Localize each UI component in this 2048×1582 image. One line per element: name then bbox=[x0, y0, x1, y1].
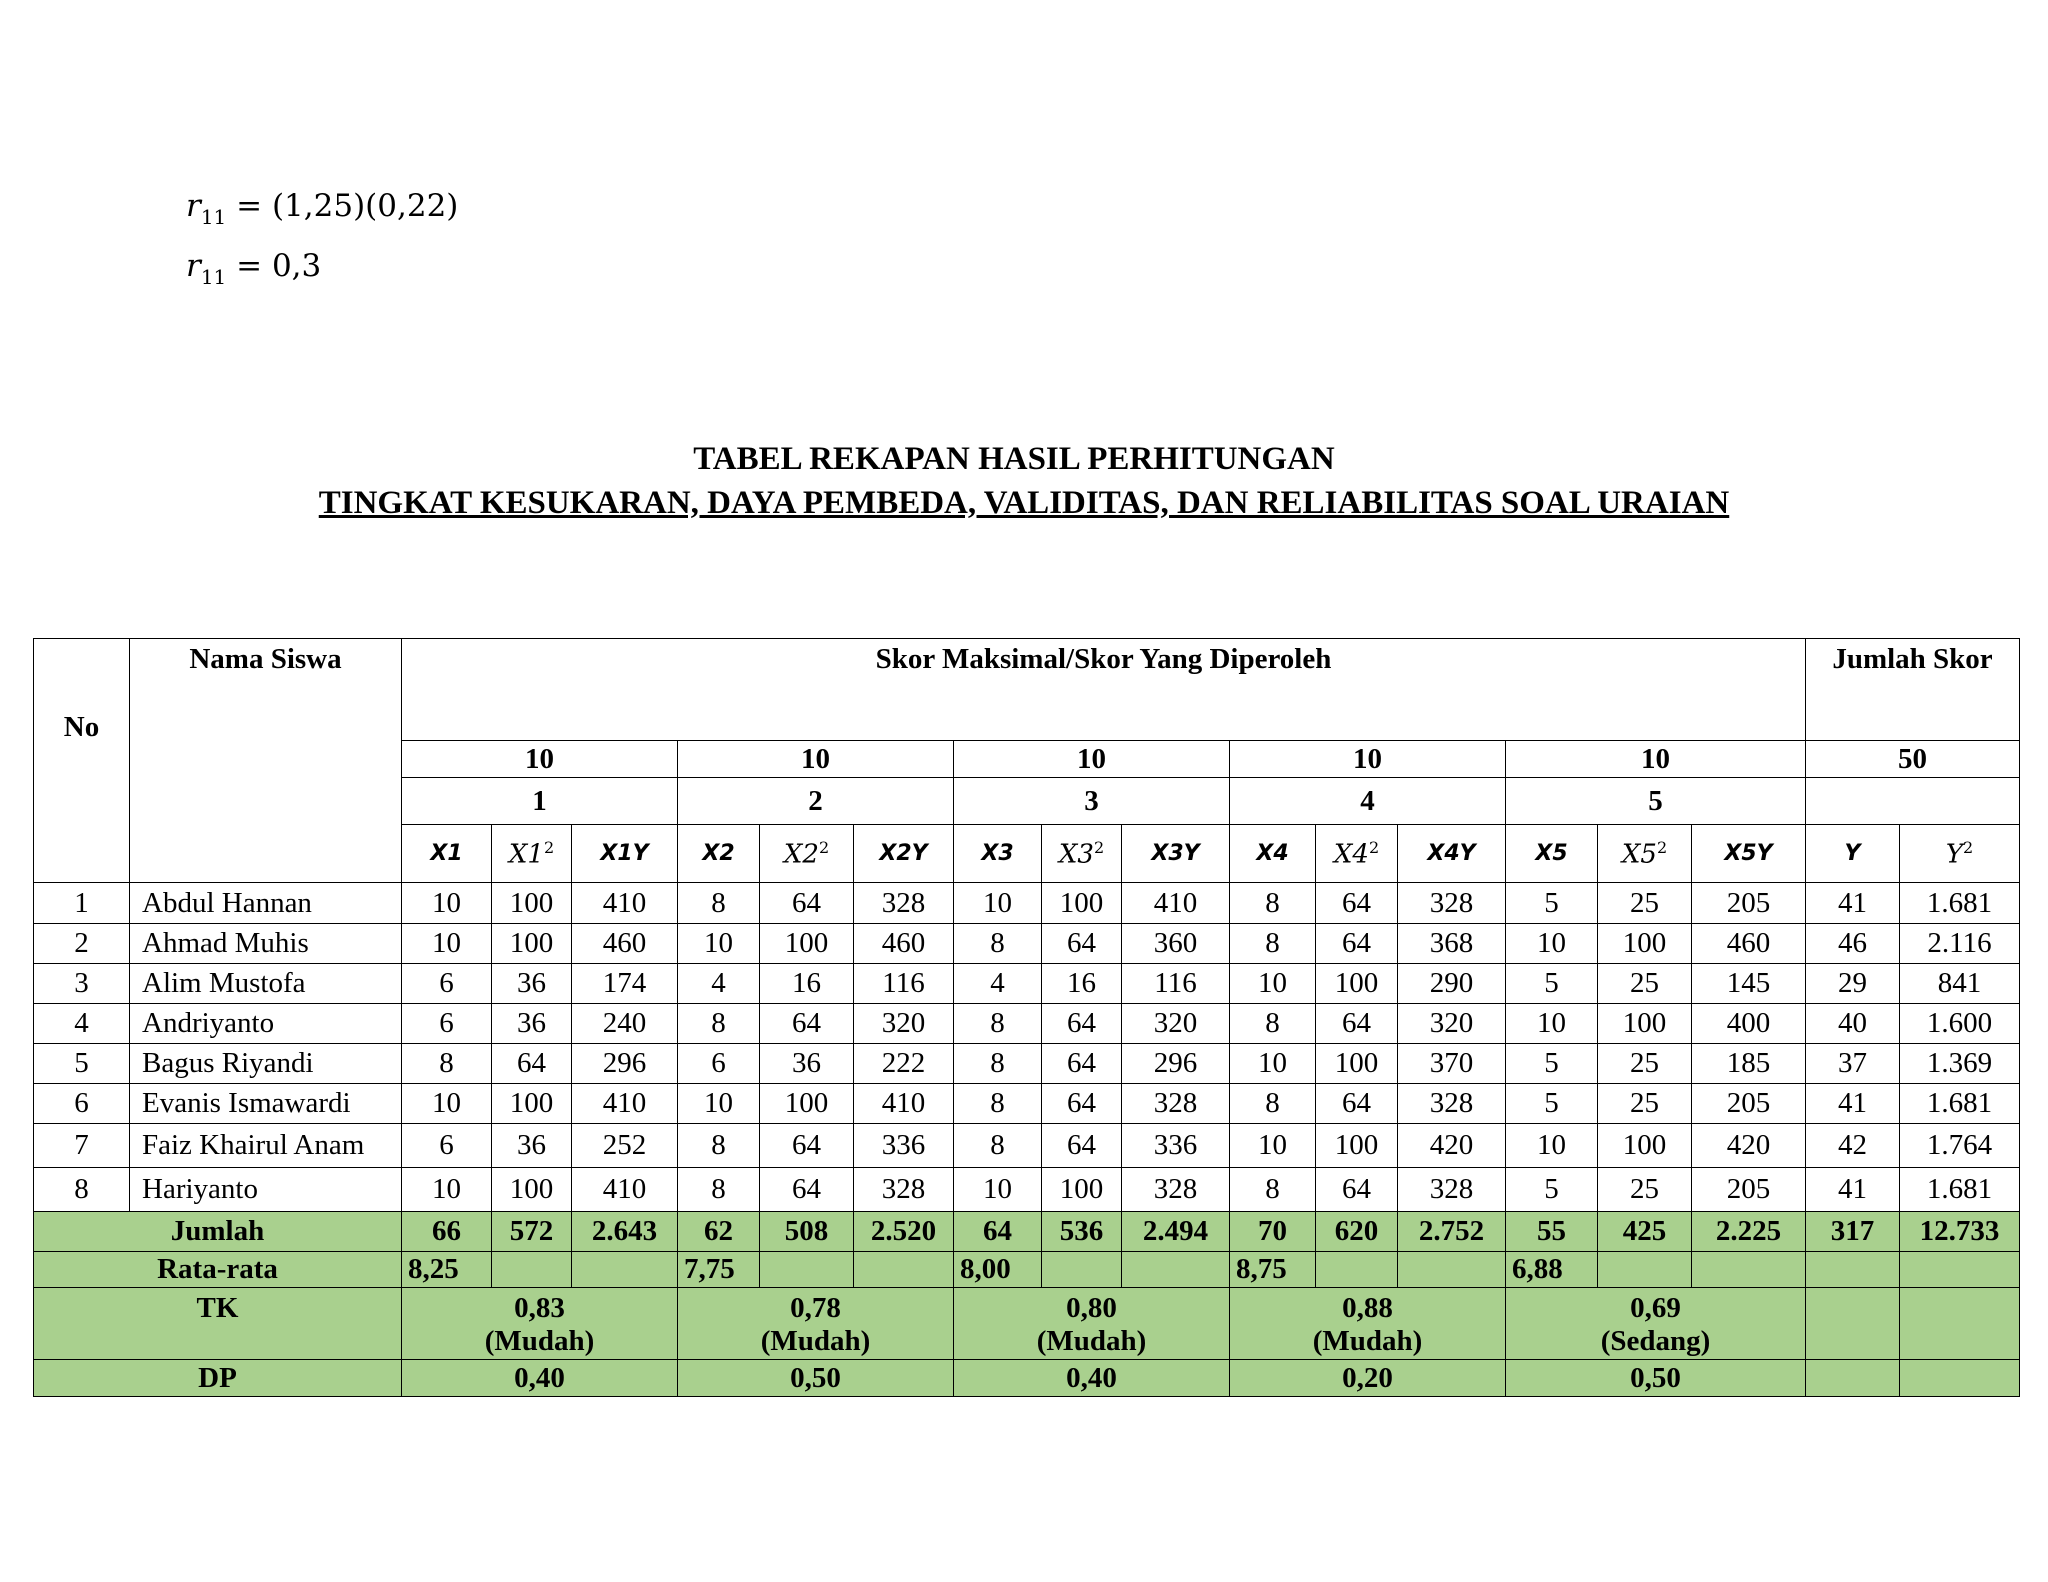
var-x1y: X1Y bbox=[572, 825, 678, 883]
tk-value: 0,83 bbox=[514, 1292, 565, 1324]
score-cell: 5 bbox=[1506, 1084, 1598, 1124]
item-number-5: 5 bbox=[1506, 778, 1806, 825]
score-cell: 8 bbox=[678, 1168, 760, 1212]
empty-cell bbox=[1806, 1288, 1900, 1360]
jumlah-row bbox=[34, 1212, 2020, 1252]
score-cell: 10 bbox=[1230, 1044, 1316, 1084]
table-row bbox=[34, 1044, 2020, 1084]
score-cell: 174 bbox=[572, 964, 678, 1004]
var-x5: X5 bbox=[1506, 825, 1598, 883]
score-cell: 410 bbox=[572, 883, 678, 924]
score-cell: 36 bbox=[492, 1124, 572, 1168]
formula-r11-product: $r_{11} = (1,25)(0,22)$ bbox=[186, 188, 459, 229]
score-cell: 8 bbox=[954, 1044, 1042, 1084]
score-cell: 328 bbox=[1398, 1084, 1506, 1124]
score-cell: 410 bbox=[572, 1084, 678, 1124]
score-cell: 296 bbox=[572, 1044, 678, 1084]
score-cell: 25 bbox=[1598, 964, 1692, 1004]
score-cell: 410 bbox=[572, 1168, 678, 1212]
score-cell: 1.600 bbox=[1900, 1004, 2020, 1044]
score-cell: 10 bbox=[678, 924, 760, 964]
score-cell: 400 bbox=[1692, 1004, 1806, 1044]
score-cell: 205 bbox=[1692, 1168, 1806, 1212]
score-cell: 64 bbox=[1042, 1124, 1122, 1168]
var-x4: X4 bbox=[1230, 825, 1316, 883]
score-cell: 360 bbox=[1122, 924, 1230, 964]
jumlah-cell: 66 bbox=[402, 1212, 492, 1252]
score-cell: 8 bbox=[678, 1004, 760, 1044]
tk-category: (Sedang) bbox=[1600, 1325, 1711, 1357]
rata-rata-cell: 8,00 bbox=[954, 1252, 1042, 1288]
score-cell: 64 bbox=[1316, 1004, 1398, 1044]
jumlah-cell: 2.643 bbox=[572, 1212, 678, 1252]
row-number: 2 bbox=[34, 924, 130, 964]
score-cell: 16 bbox=[1042, 964, 1122, 1004]
score-cell: 64 bbox=[1042, 1004, 1122, 1044]
tk-category: (Mudah) bbox=[1312, 1325, 1423, 1357]
var-x4y: X4Y bbox=[1398, 825, 1506, 883]
score-cell: 252 bbox=[572, 1124, 678, 1168]
score-cell: 100 bbox=[760, 1084, 854, 1124]
var-x4-squared: $X4^2$ bbox=[1316, 825, 1398, 883]
empty-cell bbox=[1900, 1360, 2020, 1397]
score-cell: 205 bbox=[1692, 883, 1806, 924]
empty-cell bbox=[1316, 1252, 1398, 1288]
score-cell: 185 bbox=[1692, 1044, 1806, 1084]
score-cell: 64 bbox=[1316, 883, 1398, 924]
jumlah-cell: 536 bbox=[1042, 1212, 1122, 1252]
score-cell: 4 bbox=[954, 964, 1042, 1004]
var-y: Y bbox=[1806, 825, 1900, 883]
tk-value: 0,88 bbox=[1342, 1292, 1393, 1324]
score-cell: 8 bbox=[1230, 883, 1316, 924]
score-cell: 328 bbox=[1122, 1084, 1230, 1124]
score-cell: 1.681 bbox=[1900, 1168, 2020, 1212]
jumlah-cell: 12.733 bbox=[1900, 1212, 2020, 1252]
dp-cell: 0,20 bbox=[1230, 1360, 1506, 1397]
score-cell: 5 bbox=[1506, 1168, 1598, 1212]
item-number-2: 2 bbox=[678, 778, 954, 825]
score-cell: 5 bbox=[1506, 883, 1598, 924]
score-cell: 100 bbox=[1598, 924, 1692, 964]
tk-cell bbox=[1230, 1288, 1506, 1360]
score-cell: 368 bbox=[1398, 924, 1506, 964]
var-x3: X3 bbox=[954, 825, 1042, 883]
empty-cell bbox=[1806, 1252, 1900, 1288]
score-cell: 8 bbox=[1230, 1004, 1316, 1044]
score-cell: 100 bbox=[492, 924, 572, 964]
score-cell: 10 bbox=[1230, 964, 1316, 1004]
score-cell: 116 bbox=[854, 964, 954, 1004]
score-cell: 8 bbox=[954, 1124, 1042, 1168]
table-row bbox=[34, 1168, 2020, 1212]
score-cell: 10 bbox=[402, 1168, 492, 1212]
max-score-4: 10 bbox=[1230, 741, 1506, 778]
score-cell: 6 bbox=[402, 1004, 492, 1044]
item-number-3: 3 bbox=[954, 778, 1230, 825]
score-cell: 116 bbox=[1122, 964, 1230, 1004]
jumlah-cell: 55 bbox=[1506, 1212, 1598, 1252]
tk-category: (Mudah) bbox=[1036, 1325, 1147, 1357]
score-cell: 328 bbox=[854, 1168, 954, 1212]
score-cell: 25 bbox=[1598, 883, 1692, 924]
score-cell: 64 bbox=[1316, 924, 1398, 964]
rata-rata-row bbox=[34, 1252, 2020, 1288]
jumlah-cell: 425 bbox=[1598, 1212, 1692, 1252]
score-cell: 100 bbox=[1042, 883, 1122, 924]
score-cell: 205 bbox=[1692, 1084, 1806, 1124]
score-cell: 10 bbox=[954, 1168, 1042, 1212]
max-score-2: 10 bbox=[678, 741, 954, 778]
score-cell: 6 bbox=[402, 1124, 492, 1168]
score-cell: 8 bbox=[402, 1044, 492, 1084]
var-x3y: X3Y bbox=[1122, 825, 1230, 883]
score-cell: 1.681 bbox=[1900, 883, 2020, 924]
score-cell: 41 bbox=[1806, 883, 1900, 924]
header-row-1 bbox=[34, 639, 2020, 741]
table-subtitle: TINGKAT KESUKARAN, DAYA PEMBEDA, VALIDITAS, DAN RELIABILITAS SOAL URAIAN bbox=[318, 485, 1730, 521]
score-cell: 320 bbox=[1398, 1004, 1506, 1044]
student-name: Faiz Khairul Anam bbox=[130, 1124, 402, 1168]
score-cell: 8 bbox=[678, 1124, 760, 1168]
empty-cell bbox=[1398, 1252, 1506, 1288]
score-cell: 5 bbox=[1506, 964, 1598, 1004]
student-name: Alim Mustofa bbox=[130, 964, 402, 1004]
var-x1: X1 bbox=[402, 825, 492, 883]
tk-row bbox=[34, 1288, 2020, 1360]
score-cell: 100 bbox=[492, 1168, 572, 1212]
score-cell: 100 bbox=[1598, 1004, 1692, 1044]
tk-cell bbox=[954, 1288, 1230, 1360]
empty-cell bbox=[1042, 1252, 1122, 1288]
empty-cell bbox=[1900, 1252, 2020, 1288]
jumlah-cell: 2.520 bbox=[854, 1212, 954, 1252]
var-x5y: X5Y bbox=[1692, 825, 1806, 883]
score-cell: 8 bbox=[954, 1004, 1042, 1044]
score-cell: 460 bbox=[572, 924, 678, 964]
max-score-5: 10 bbox=[1506, 741, 1806, 778]
score-cell: 10 bbox=[1506, 924, 1598, 964]
table-row bbox=[34, 1004, 2020, 1044]
var-x5-squared: $X5^2$ bbox=[1598, 825, 1692, 883]
jumlah-cell: 64 bbox=[954, 1212, 1042, 1252]
score-cell: 222 bbox=[854, 1044, 954, 1084]
tk-cell bbox=[402, 1288, 678, 1360]
score-cell: 10 bbox=[678, 1084, 760, 1124]
item-number-empty bbox=[1806, 778, 2020, 825]
max-score-total: 50 bbox=[1806, 741, 2020, 778]
tk-value: 0,80 bbox=[1066, 1292, 1117, 1324]
score-cell: 460 bbox=[1692, 924, 1806, 964]
score-cell: 1.764 bbox=[1900, 1124, 2020, 1168]
score-cell: 10 bbox=[1506, 1124, 1598, 1168]
score-cell: 100 bbox=[1316, 1124, 1398, 1168]
jumlah-cell: 2.752 bbox=[1398, 1212, 1506, 1252]
score-cell: 10 bbox=[402, 1084, 492, 1124]
student-name: Abdul Hannan bbox=[130, 883, 402, 924]
jumlah-label: Jumlah bbox=[34, 1212, 402, 1252]
var-x2y: X2Y bbox=[854, 825, 954, 883]
header-no: No bbox=[34, 639, 130, 883]
header-nama-siswa: Nama Siswa bbox=[130, 639, 402, 883]
score-cell: 64 bbox=[1042, 924, 1122, 964]
score-cell: 36 bbox=[492, 1004, 572, 1044]
var-x2-squared: $X2^2$ bbox=[760, 825, 854, 883]
score-cell: 64 bbox=[760, 1168, 854, 1212]
dp-cell: 0,40 bbox=[954, 1360, 1230, 1397]
item-number-1: 1 bbox=[402, 778, 678, 825]
score-cell: 100 bbox=[1042, 1168, 1122, 1212]
row-number: 8 bbox=[34, 1168, 130, 1212]
dp-cell: 0,50 bbox=[1506, 1360, 1806, 1397]
score-cell: 320 bbox=[854, 1004, 954, 1044]
score-cell: 64 bbox=[492, 1044, 572, 1084]
score-cell: 460 bbox=[854, 924, 954, 964]
empty-cell bbox=[1598, 1252, 1692, 1288]
empty-cell bbox=[1122, 1252, 1230, 1288]
score-cell: 1.681 bbox=[1900, 1084, 2020, 1124]
score-cell: 64 bbox=[1042, 1084, 1122, 1124]
empty-cell bbox=[1692, 1252, 1806, 1288]
dp-cell: 0,40 bbox=[402, 1360, 678, 1397]
score-cell: 320 bbox=[1122, 1004, 1230, 1044]
score-cell: 8 bbox=[954, 924, 1042, 964]
score-cell: 64 bbox=[1042, 1044, 1122, 1084]
score-cell: 46 bbox=[1806, 924, 1900, 964]
dp-cell: 0,50 bbox=[678, 1360, 954, 1397]
jumlah-cell: 508 bbox=[760, 1212, 854, 1252]
rata-rata-cell: 8,25 bbox=[402, 1252, 492, 1288]
score-cell: 37 bbox=[1806, 1044, 1900, 1084]
dp-row bbox=[34, 1360, 2020, 1397]
score-cell: 42 bbox=[1806, 1124, 1900, 1168]
score-cell: 100 bbox=[1316, 964, 1398, 1004]
item-number-4: 4 bbox=[1230, 778, 1506, 825]
table-row bbox=[34, 883, 2020, 924]
row-number: 7 bbox=[34, 1124, 130, 1168]
header-jumlah-skor: Jumlah Skor bbox=[1806, 639, 2020, 741]
score-cell: 841 bbox=[1900, 964, 2020, 1004]
row-number: 5 bbox=[34, 1044, 130, 1084]
score-cell: 10 bbox=[1230, 1124, 1316, 1168]
score-cell: 8 bbox=[1230, 1084, 1316, 1124]
score-cell: 36 bbox=[760, 1044, 854, 1084]
score-cell: 6 bbox=[402, 964, 492, 1004]
tk-label: TK bbox=[34, 1288, 402, 1360]
score-cell: 2.116 bbox=[1900, 924, 2020, 964]
rata-rata-label: Rata-rata bbox=[34, 1252, 402, 1288]
student-name: Evanis Ismawardi bbox=[130, 1084, 402, 1124]
student-name: Bagus Riyandi bbox=[130, 1044, 402, 1084]
score-cell: 6 bbox=[678, 1044, 760, 1084]
score-cell: 29 bbox=[1806, 964, 1900, 1004]
table-row bbox=[34, 924, 2020, 964]
rata-rata-cell: 8,75 bbox=[1230, 1252, 1316, 1288]
score-cell: 5 bbox=[1506, 1044, 1598, 1084]
score-cell: 296 bbox=[1122, 1044, 1230, 1084]
recap-table bbox=[33, 638, 2020, 1397]
tk-cell bbox=[1506, 1288, 1806, 1360]
score-cell: 64 bbox=[760, 1124, 854, 1168]
score-cell: 64 bbox=[1316, 1084, 1398, 1124]
score-cell: 420 bbox=[1398, 1124, 1506, 1168]
empty-cell bbox=[572, 1252, 678, 1288]
tk-category: (Mudah) bbox=[484, 1325, 595, 1357]
score-cell: 145 bbox=[1692, 964, 1806, 1004]
rata-rata-cell: 7,75 bbox=[678, 1252, 760, 1288]
var-x2: X2 bbox=[678, 825, 760, 883]
score-cell: 240 bbox=[572, 1004, 678, 1044]
empty-cell bbox=[760, 1252, 854, 1288]
jumlah-cell: 70 bbox=[1230, 1212, 1316, 1252]
jumlah-cell: 62 bbox=[678, 1212, 760, 1252]
student-name: Ahmad Muhis bbox=[130, 924, 402, 964]
score-cell: 16 bbox=[760, 964, 854, 1004]
score-cell: 410 bbox=[854, 1084, 954, 1124]
score-cell: 328 bbox=[1398, 883, 1506, 924]
score-cell: 328 bbox=[1122, 1168, 1230, 1212]
score-cell: 100 bbox=[492, 1084, 572, 1124]
jumlah-cell: 572 bbox=[492, 1212, 572, 1252]
score-cell: 41 bbox=[1806, 1084, 1900, 1124]
rata-rata-cell: 6,88 bbox=[1506, 1252, 1598, 1288]
score-cell: 10 bbox=[402, 883, 492, 924]
row-number: 3 bbox=[34, 964, 130, 1004]
header-skor: Skor Maksimal/Skor Yang Diperoleh bbox=[402, 639, 1806, 741]
max-score-1: 10 bbox=[402, 741, 678, 778]
score-cell: 25 bbox=[1598, 1168, 1692, 1212]
row-number: 6 bbox=[34, 1084, 130, 1124]
score-cell: 10 bbox=[402, 924, 492, 964]
score-cell: 8 bbox=[954, 1084, 1042, 1124]
score-cell: 8 bbox=[1230, 1168, 1316, 1212]
score-cell: 328 bbox=[1398, 1168, 1506, 1212]
student-name: Andriyanto bbox=[130, 1004, 402, 1044]
row-number: 1 bbox=[34, 883, 130, 924]
score-cell: 420 bbox=[1692, 1124, 1806, 1168]
tk-value: 0,78 bbox=[790, 1292, 841, 1324]
score-cell: 64 bbox=[760, 1004, 854, 1044]
score-cell: 4 bbox=[678, 964, 760, 1004]
dp-label: DP bbox=[34, 1360, 402, 1397]
empty-cell bbox=[1806, 1360, 1900, 1397]
table-title: TABEL REKAPAN HASIL PERHITUNGAN bbox=[693, 441, 1335, 477]
empty-cell bbox=[854, 1252, 954, 1288]
score-cell: 336 bbox=[1122, 1124, 1230, 1168]
score-cell: 410 bbox=[1122, 883, 1230, 924]
tk-value: 0,69 bbox=[1630, 1292, 1681, 1324]
score-cell: 40 bbox=[1806, 1004, 1900, 1044]
formula-r11-result: $r_{11} = 0,3$ bbox=[186, 248, 322, 289]
score-cell: 290 bbox=[1398, 964, 1506, 1004]
var-y-squared: $Y^2$ bbox=[1900, 825, 2020, 883]
score-cell: 100 bbox=[492, 883, 572, 924]
var-x3-squared: $X3^2$ bbox=[1042, 825, 1122, 883]
max-score-3: 10 bbox=[954, 741, 1230, 778]
score-cell: 64 bbox=[1316, 1168, 1398, 1212]
empty-cell bbox=[1900, 1288, 2020, 1360]
score-cell: 336 bbox=[854, 1124, 954, 1168]
score-cell: 8 bbox=[1230, 924, 1316, 964]
student-name: Hariyanto bbox=[130, 1168, 402, 1212]
score-cell: 36 bbox=[492, 964, 572, 1004]
score-cell: 100 bbox=[1598, 1124, 1692, 1168]
score-cell: 10 bbox=[1506, 1004, 1598, 1044]
score-cell: 328 bbox=[854, 883, 954, 924]
empty-cell bbox=[492, 1252, 572, 1288]
jumlah-cell: 317 bbox=[1806, 1212, 1900, 1252]
score-cell: 41 bbox=[1806, 1168, 1900, 1212]
score-cell: 25 bbox=[1598, 1044, 1692, 1084]
tk-cell bbox=[678, 1288, 954, 1360]
score-cell: 370 bbox=[1398, 1044, 1506, 1084]
table-row bbox=[34, 964, 2020, 1004]
score-cell: 1.369 bbox=[1900, 1044, 2020, 1084]
score-cell: 8 bbox=[678, 883, 760, 924]
tk-category: (Mudah) bbox=[760, 1325, 871, 1357]
row-number: 4 bbox=[34, 1004, 130, 1044]
var-x1-squared: $X1^2$ bbox=[492, 825, 572, 883]
table-row bbox=[34, 1124, 2020, 1168]
jumlah-cell: 620 bbox=[1316, 1212, 1398, 1252]
score-cell: 64 bbox=[760, 883, 854, 924]
score-cell: 25 bbox=[1598, 1084, 1692, 1124]
jumlah-cell: 2.494 bbox=[1122, 1212, 1230, 1252]
score-cell: 100 bbox=[1316, 1044, 1398, 1084]
score-cell: 10 bbox=[954, 883, 1042, 924]
score-cell: 100 bbox=[760, 924, 854, 964]
table-row bbox=[34, 1084, 2020, 1124]
jumlah-cell: 2.225 bbox=[1692, 1212, 1806, 1252]
